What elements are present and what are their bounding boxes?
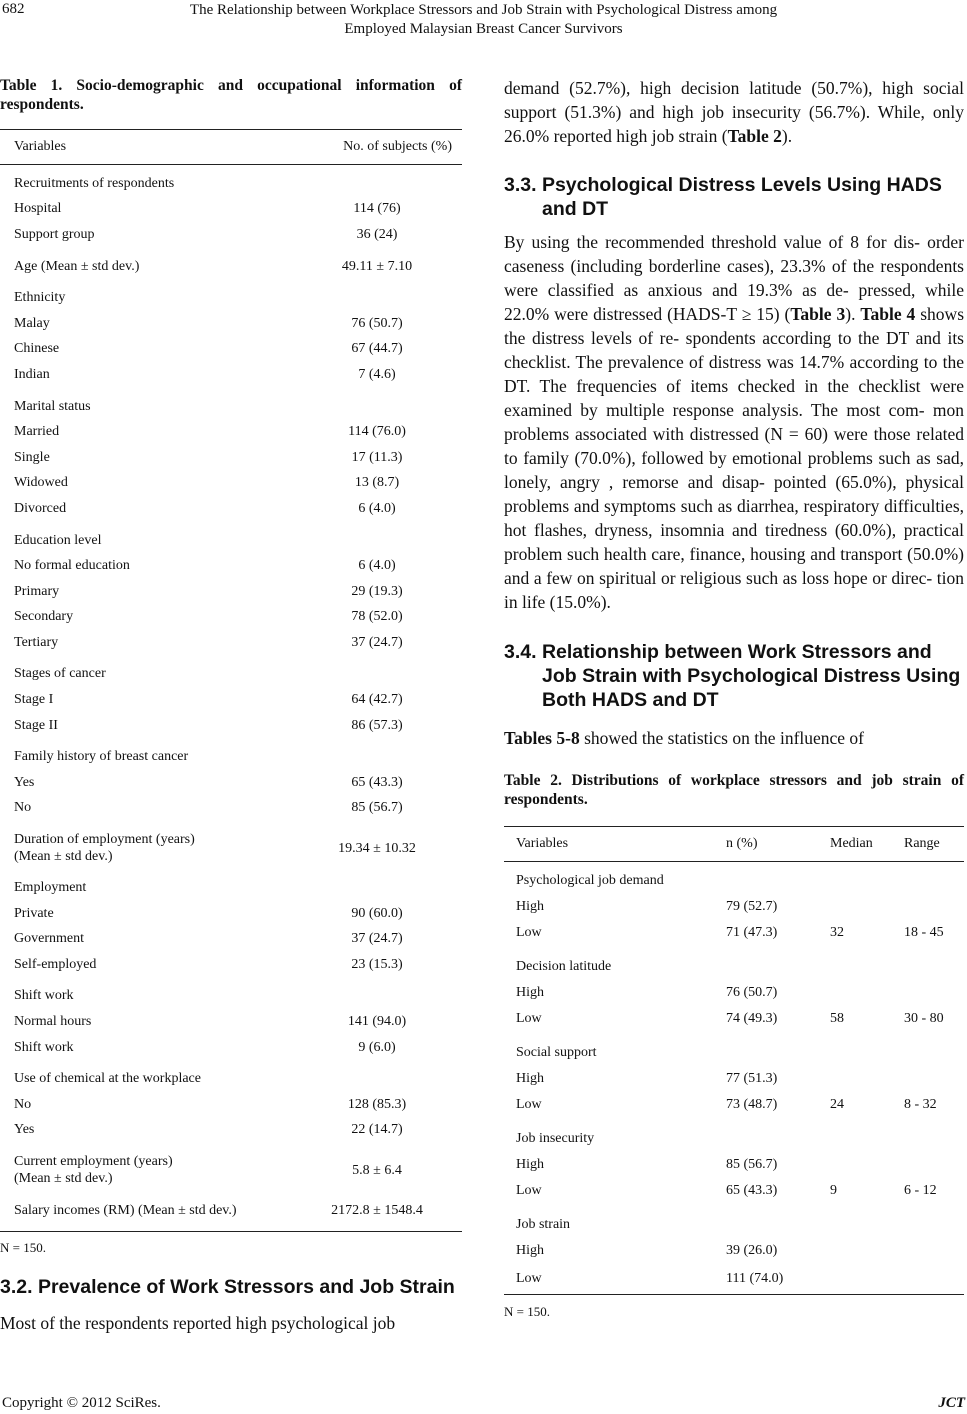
row-n bbox=[714, 946, 818, 980]
table-row bbox=[504, 920, 964, 946]
row-value: 17 (11.3) bbox=[351, 449, 403, 465]
row-value: 128 (85.3) bbox=[347, 1096, 407, 1112]
row-label: Stage I bbox=[14, 692, 54, 708]
table-row bbox=[0, 419, 462, 445]
row-median: 58 bbox=[830, 1011, 844, 1026]
right-column bbox=[504, 76, 964, 1320]
row-label: Widowed bbox=[14, 475, 68, 491]
row-range bbox=[892, 862, 964, 895]
row-label-line1: Current employment (years) bbox=[14, 1154, 173, 1170]
row-label: Social support bbox=[516, 1045, 597, 1060]
table-row bbox=[0, 496, 462, 522]
running-title-line2: Employed Malaysian Breast Cancer Survivors bbox=[344, 21, 623, 37]
table-row bbox=[0, 796, 462, 822]
table-row bbox=[504, 862, 964, 895]
row-value: 5.8 ± 6.4 bbox=[352, 1162, 402, 1178]
table-row bbox=[0, 311, 462, 337]
row-label: Secondary bbox=[14, 609, 74, 625]
page-footer bbox=[2, 1395, 965, 1412]
row-label: Salary incomes (RM) (Mean ± std dev.) bbox=[0, 1191, 292, 1232]
row-median: 24 bbox=[830, 1097, 844, 1112]
table-row bbox=[0, 445, 462, 471]
journal-abbrev: JCT bbox=[938, 1395, 965, 1411]
table1-header-subjects: No. of subjects (%) bbox=[292, 130, 462, 165]
row-value: 9 (6.0) bbox=[358, 1039, 396, 1055]
row-value: 6 (4.0) bbox=[358, 558, 396, 574]
row-value: 65 (43.3) bbox=[351, 774, 403, 790]
row-label: Self-employed bbox=[14, 956, 97, 972]
table-row bbox=[0, 1035, 462, 1061]
table-row bbox=[0, 952, 462, 978]
row-label: Yes bbox=[14, 1122, 35, 1138]
section-3-2-heading: 3.2. Prevalence of Work Stressors and Job Strain bbox=[0, 1276, 455, 1299]
row-n: 74 (49.3) bbox=[726, 1011, 778, 1026]
row-n: 79 (52.7) bbox=[726, 899, 778, 914]
table3-ref-link[interactable]: Table 3 bbox=[790, 304, 846, 324]
row-label: Low bbox=[504, 1264, 714, 1295]
table2-caption: Table 2. Distributions of workplace stressors and job strain of respondents. bbox=[504, 772, 964, 808]
table2-header-range: Range bbox=[892, 827, 964, 862]
table-row bbox=[0, 1092, 462, 1118]
table2-header-n: n (%) bbox=[714, 827, 818, 862]
row-value: 23 (15.3) bbox=[351, 956, 403, 972]
row-value: 2172.8 ± 1548.4 bbox=[292, 1191, 462, 1232]
table-row bbox=[504, 1238, 964, 1264]
heading-line2: and DT bbox=[542, 198, 609, 220]
table-row bbox=[504, 1204, 964, 1238]
section-3-4-text bbox=[504, 726, 964, 750]
row-n: 73 (48.7) bbox=[726, 1097, 778, 1112]
row-label: Low bbox=[516, 1183, 542, 1198]
row-range bbox=[892, 894, 964, 920]
table-row bbox=[0, 901, 462, 927]
row-label: Marital status bbox=[14, 398, 91, 414]
row-label: High bbox=[516, 985, 544, 1000]
row-range bbox=[892, 1066, 964, 1092]
row-range bbox=[892, 980, 964, 1006]
table-row bbox=[504, 1264, 964, 1295]
table-row bbox=[0, 1118, 462, 1144]
row-range bbox=[892, 1238, 964, 1264]
left-column bbox=[0, 76, 462, 1335]
row-range bbox=[892, 1264, 964, 1295]
table-row bbox=[504, 1118, 964, 1152]
row-value: 49.11 ± 7.10 bbox=[341, 258, 413, 274]
row-value: 19.34 ± 10.32 bbox=[338, 840, 416, 856]
row-label: Stage II bbox=[14, 717, 58, 733]
table-row bbox=[0, 362, 462, 388]
row-median bbox=[818, 1118, 892, 1152]
table-row bbox=[0, 869, 462, 901]
table-row bbox=[0, 471, 462, 497]
section-3-3-text bbox=[504, 230, 964, 614]
row-value: 86 (57.3) bbox=[351, 717, 403, 733]
table-row bbox=[0, 656, 462, 688]
row-value: 36 (24) bbox=[356, 226, 398, 242]
table1-caption: Table 1. Socio-demographic and occupational information of respondents. bbox=[0, 77, 462, 113]
text-part: showed the statistics on the influence of bbox=[579, 728, 865, 748]
table-row bbox=[0, 687, 462, 713]
row-label bbox=[0, 1143, 292, 1191]
row-label: Single bbox=[14, 449, 50, 465]
row-value: 85 (56.7) bbox=[351, 800, 403, 816]
row-label: Stages of cancer bbox=[14, 666, 106, 682]
table-row bbox=[0, 770, 462, 796]
heading-line1: 3.4. Relationship between Work Stressors and bbox=[504, 641, 932, 663]
row-median bbox=[818, 1032, 892, 1066]
row-label: Ethnicity bbox=[14, 290, 66, 306]
tables5-8-ref-link[interactable]: Tables 5-8 bbox=[504, 728, 580, 748]
row-value: 67 (44.7) bbox=[351, 341, 403, 357]
row-median bbox=[818, 1066, 892, 1092]
row-n: 65 (43.3) bbox=[726, 1183, 778, 1198]
row-value bbox=[292, 1060, 462, 1092]
row-label: Recruitments of respondents bbox=[14, 175, 175, 191]
row-value: 78 (52.0) bbox=[351, 609, 403, 625]
row-value: 114 (76) bbox=[353, 201, 401, 217]
row-value: 90 (60.0) bbox=[351, 905, 403, 921]
row-label: High bbox=[516, 1243, 544, 1258]
row-n: 76 (50.7) bbox=[726, 985, 778, 1000]
row-label: Education level bbox=[14, 532, 102, 548]
row-value bbox=[292, 388, 462, 420]
table-row bbox=[0, 738, 462, 770]
row-label: Yes bbox=[14, 774, 35, 790]
table-row bbox=[0, 821, 462, 869]
right-intro-paragraph bbox=[504, 76, 964, 148]
row-value: 22 (14.7) bbox=[351, 1122, 403, 1138]
row-label: Private bbox=[14, 905, 54, 921]
row-label: High bbox=[516, 1071, 544, 1086]
table1 bbox=[0, 129, 462, 1232]
row-label-line2: (Mean ± std dev.) bbox=[14, 1171, 113, 1187]
table2-footnote: N = 150. bbox=[504, 1304, 550, 1319]
text-part1: By using the recommended threshold value of 8 for dis- order caseness (including borderline cases), 23.3% of the respondents were classified as anxious and 19.3% as de- pressed, while 22.0% were distressed (HADS-T ≥ 15) ( bbox=[504, 232, 964, 324]
row-label: Chinese bbox=[14, 341, 60, 357]
row-n bbox=[714, 1032, 818, 1066]
row-label: Shift work bbox=[14, 1039, 74, 1055]
row-label: Married bbox=[14, 424, 60, 440]
table2-header-median: Median bbox=[818, 827, 892, 862]
row-label: High bbox=[516, 1157, 544, 1172]
table-row bbox=[0, 1009, 462, 1035]
table-row bbox=[0, 388, 462, 420]
row-value: 141 (94.0) bbox=[347, 1014, 407, 1030]
table-row bbox=[504, 980, 964, 1006]
row-range bbox=[892, 946, 964, 980]
row-label: High bbox=[516, 899, 544, 914]
row-median bbox=[818, 894, 892, 920]
page-number: 682 bbox=[2, 1, 25, 17]
heading-line2: Job Strain with Psychological Distress Using bbox=[542, 665, 961, 687]
section-3-2-text: Most of the respondents reported high psychological job bbox=[0, 1313, 396, 1334]
table-row bbox=[504, 894, 964, 920]
table-row bbox=[0, 1060, 462, 1092]
table-row bbox=[0, 978, 462, 1010]
table-row bbox=[0, 579, 462, 605]
row-n: 77 (51.3) bbox=[726, 1071, 778, 1086]
table-row bbox=[0, 279, 462, 311]
section-3-3-heading bbox=[504, 173, 964, 221]
row-label: Normal hours bbox=[14, 1014, 92, 1030]
table1-header-variables: Variables bbox=[0, 130, 292, 165]
copyright-text: Copyright © 2012 SciRes. bbox=[2, 1395, 161, 1411]
row-range: 18 - 45 bbox=[904, 925, 944, 940]
row-range bbox=[892, 1152, 964, 1178]
row-label: No formal education bbox=[14, 558, 130, 574]
table-row bbox=[0, 1191, 462, 1232]
row-label: Indian bbox=[14, 366, 50, 382]
table-row bbox=[0, 522, 462, 554]
text-part2: ). bbox=[845, 304, 861, 324]
row-n: 71 (47.3) bbox=[726, 925, 778, 940]
heading-line3: Both HADS and DT bbox=[542, 689, 719, 711]
row-label: Decision latitude bbox=[516, 959, 612, 974]
row-label: Job insecurity bbox=[516, 1131, 595, 1146]
row-n bbox=[714, 862, 818, 895]
row-range bbox=[892, 1118, 964, 1152]
row-value bbox=[292, 165, 462, 197]
row-value bbox=[292, 279, 462, 311]
row-value bbox=[292, 522, 462, 554]
row-label-line1: Duration of employment (years) bbox=[14, 832, 195, 848]
table-row bbox=[0, 926, 462, 952]
table2-header-variables: Variables bbox=[504, 827, 714, 862]
table-row bbox=[0, 605, 462, 631]
row-value bbox=[292, 869, 462, 901]
row-value: 37 (24.7) bbox=[351, 931, 403, 947]
running-title bbox=[0, 1, 967, 39]
row-range bbox=[892, 1032, 964, 1066]
intro-text: demand (52.7%), high decision latitude (50.7%), high social support (51.3%) and high job insecurity (56.7%). While, only 26.0% reported high job strain ( bbox=[504, 78, 964, 146]
table-row bbox=[0, 337, 462, 363]
table-row bbox=[504, 1178, 964, 1204]
table-row bbox=[504, 1092, 964, 1118]
row-value: 6 (4.0) bbox=[358, 500, 396, 516]
row-range: 30 - 80 bbox=[904, 1011, 944, 1026]
row-value: 29 (19.3) bbox=[351, 583, 403, 599]
table-row bbox=[0, 713, 462, 739]
table1-footnote: N = 150. bbox=[0, 1240, 46, 1256]
row-value: 76 (50.7) bbox=[351, 315, 403, 331]
row-median bbox=[818, 946, 892, 980]
table4-ref-link[interactable]: Table 4 bbox=[860, 304, 916, 324]
row-label: Age (Mean ± std dev.) bbox=[14, 258, 140, 274]
row-label: Use of chemical at the workplace bbox=[14, 1071, 201, 1087]
table2-ref-link[interactable]: Table 2 bbox=[727, 126, 782, 146]
row-label: Support group bbox=[14, 226, 95, 242]
row-range: 8 - 32 bbox=[904, 1097, 937, 1112]
row-value: 114 (76.0) bbox=[348, 424, 406, 440]
row-value: 37 (24.7) bbox=[351, 634, 403, 650]
row-label: Psychological job demand bbox=[516, 873, 664, 888]
table-row bbox=[504, 1152, 964, 1178]
row-range bbox=[892, 1204, 964, 1238]
row-value bbox=[292, 738, 462, 770]
row-n bbox=[714, 1204, 818, 1238]
running-title-line1: The Relationship between Workplace Stressors and Job Strain with Psychological Distress among bbox=[189, 2, 778, 18]
row-label: No bbox=[14, 1096, 32, 1112]
row-n bbox=[714, 1118, 818, 1152]
row-median bbox=[818, 1152, 892, 1178]
row-median bbox=[818, 1238, 892, 1264]
table-row bbox=[504, 1006, 964, 1032]
section-3-4-heading bbox=[504, 640, 964, 712]
table-row bbox=[504, 946, 964, 980]
row-median bbox=[818, 980, 892, 1006]
heading-line1: 3.3. Psychological Distress Levels Using HADS bbox=[504, 174, 942, 196]
row-range: 6 - 12 bbox=[904, 1183, 937, 1198]
intro-text-end: ). bbox=[781, 126, 793, 146]
page-header bbox=[0, 0, 967, 50]
text-part3: shows the distress levels of re- spondents according to the DT and its checklist. The prevalence of distress was 14.7% according to the DT. The frequencies of items checked in the checklist were examined by multiple response analysis. The most com- mon problems associated with distressed (N = 60) were those related to family (70.0%), followed by emotional problems such as sad, lonely, angry , remorse and disap- pointed (65.0%), physical problems and symptoms such as diarrhea, respiratory difficulties, hot flashes, dryness, insomnia and tiredness (60.0%), practical problem such health care, finance, housing and transport (50.0%) and a few on spiritual or religious such as loss hope or direc- tion in life (15.0%). bbox=[504, 304, 965, 612]
table-row bbox=[0, 197, 462, 223]
row-label: Job strain bbox=[516, 1217, 571, 1232]
row-value bbox=[292, 978, 462, 1010]
row-median: 32 bbox=[830, 925, 844, 940]
row-median bbox=[818, 1204, 892, 1238]
row-label: Tertiary bbox=[14, 634, 59, 650]
row-label bbox=[0, 821, 292, 869]
table-row bbox=[0, 165, 462, 197]
row-value bbox=[292, 656, 462, 688]
row-value: 7 (4.6) bbox=[358, 366, 396, 382]
row-label: Shift work bbox=[14, 988, 74, 1004]
row-label-line2: (Mean ± std dev.) bbox=[14, 849, 113, 865]
row-label: Family history of breast cancer bbox=[14, 749, 189, 765]
row-label: No bbox=[14, 800, 32, 816]
table-row bbox=[504, 1066, 964, 1092]
table-row bbox=[504, 1032, 964, 1066]
table-row bbox=[0, 630, 462, 656]
row-label: Divorced bbox=[14, 500, 67, 516]
row-label: Low bbox=[516, 1011, 542, 1026]
table-row bbox=[0, 222, 462, 248]
row-label: Malay bbox=[14, 315, 50, 331]
row-n: 111 (74.0) bbox=[714, 1264, 818, 1295]
table-row bbox=[0, 1143, 462, 1191]
row-median bbox=[818, 862, 892, 895]
row-label: Low bbox=[516, 925, 542, 940]
row-label: Primary bbox=[14, 583, 60, 599]
table-row bbox=[0, 553, 462, 579]
row-median: 9 bbox=[830, 1183, 837, 1198]
row-n: 85 (56.7) bbox=[726, 1157, 778, 1172]
row-label: Government bbox=[14, 931, 84, 947]
row-label: Low bbox=[516, 1097, 542, 1112]
row-median bbox=[818, 1264, 892, 1295]
row-label: Hospital bbox=[14, 201, 62, 217]
row-label: Employment bbox=[14, 880, 87, 896]
row-n: 39 (26.0) bbox=[726, 1243, 778, 1258]
table-row bbox=[0, 248, 462, 280]
row-value: 13 (8.7) bbox=[354, 475, 400, 491]
table2 bbox=[504, 826, 964, 1295]
row-value: 64 (42.7) bbox=[351, 692, 403, 708]
